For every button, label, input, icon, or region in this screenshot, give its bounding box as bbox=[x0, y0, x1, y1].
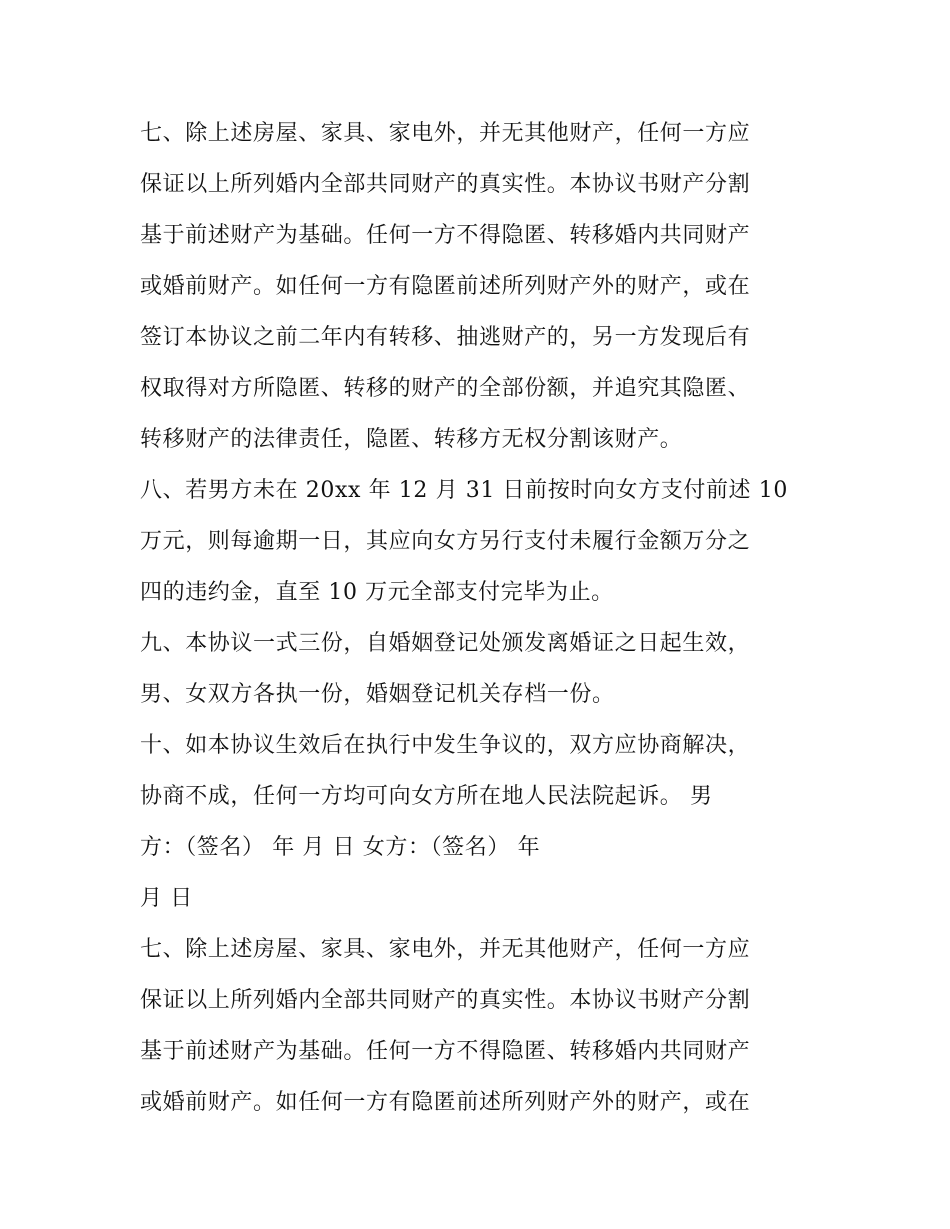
text-line: 七、除上述房屋、家具、家电外，并无其他财产，任何一方应 bbox=[140, 121, 751, 146]
text-line: 保证以上所列婚内全部共同财产的真实性。本协议书财产分割 bbox=[140, 988, 751, 1013]
text-line: 保证以上所列婚内全部共同财产的真实性。本协议书财产分割 bbox=[140, 172, 751, 197]
text-line: 四的违约金，直至 10 万元全部支付完毕为止。 bbox=[140, 580, 614, 605]
text-line: 七、除上述房屋、家具、家电外，并无其他财产，任何一方应 bbox=[140, 937, 751, 962]
text-line: 月 日 bbox=[140, 886, 193, 911]
text-line: 基于前述财产为基础。任何一方不得隐匿、转移婚内共同财产 bbox=[140, 223, 751, 248]
text-line: 权取得对方所隐匿、转移的财产的全部份额，并追究其隐匿、 bbox=[140, 376, 751, 401]
text-line: 转移财产的法律责任，隐匿、转移方无权分割该财产。 bbox=[140, 427, 683, 452]
text-line: 方：（签名） 年 月 日 女方：（签名） 年 bbox=[140, 835, 541, 860]
text-line: 签订本协议之前二年内有转移、抽逃财产的，另一方发现后有 bbox=[140, 325, 751, 350]
text-line: 十、如本协议生效后在执行中发生争议的，双方应协商解决， bbox=[140, 733, 751, 758]
text-line: 基于前述财产为基础。任何一方不得隐匿、转移婚内共同财产 bbox=[140, 1039, 751, 1064]
agreement-text bbox=[140, 108, 820, 1128]
text-line: 男、女双方各执一份，婚姻登记机关存档一份。 bbox=[140, 682, 615, 707]
text-line: 协商不成，任何一方均可向女方所在地人民法院起诉。 男 bbox=[140, 784, 713, 809]
text-line: 万元，则每逾期一日，其应向女方另行支付未履行金额万分之 bbox=[140, 529, 751, 554]
text-line: 九、本协议一式三份，自婚姻登记处颁发离婚证之日起生效， bbox=[140, 631, 751, 656]
text-line: 八、若男方未在 20xx 年 12 月 31 日前按时向女方支付前述 10 bbox=[140, 478, 788, 503]
text-line: 或婚前财产。如任何一方有隐匿前述所列财产外的财产，或在 bbox=[140, 274, 751, 299]
text-line: 或婚前财产。如任何一方有隐匿前述所列财产外的财产，或在 bbox=[140, 1090, 751, 1115]
